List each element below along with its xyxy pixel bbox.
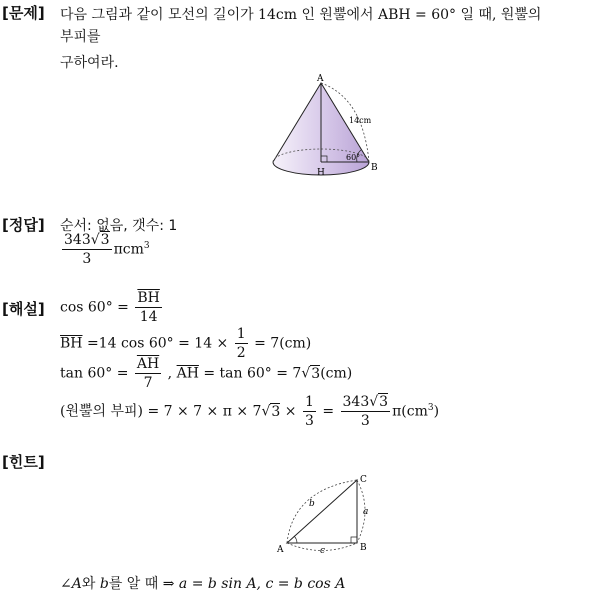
sol4-n2: 343 bbox=[342, 394, 370, 410]
answer-text: 순서: 없음, 갯수: 1 bbox=[60, 218, 178, 234]
sol4-d1: 3 bbox=[304, 413, 314, 430]
hint-mid1: 와 bbox=[81, 576, 100, 592]
hint-b: b bbox=[99, 576, 109, 592]
solution-line4: (원뿔의 부피) = 7 × 7 × π × 7√3 × $\frac{1}{3}$ = $\frac{343√3}{3}$ $\pi(cm^3)$ bbox=[60, 394, 440, 430]
sol4-n2-radicand: 3 bbox=[379, 394, 389, 410]
label-B: B bbox=[371, 163, 378, 173]
solution-line1 bbox=[60, 290, 164, 325]
label-H: H bbox=[317, 168, 325, 178]
sol3-den: 7 bbox=[143, 375, 153, 392]
cone-figure bbox=[265, 70, 385, 182]
problem-text-line1: 다음 그림과 같이 모선의 길이가 14cm 인 원뿔에서 ABH = 60° 일 때, 원뿔의 bbox=[60, 7, 542, 23]
hint-tag: [힌트] bbox=[2, 453, 45, 471]
answer-fraction: $\frac{343√3}{3}$ bbox=[64, 232, 110, 268]
problem-text-line2: 부피를 bbox=[60, 29, 101, 45]
tri-label-A: A bbox=[277, 545, 284, 555]
hint-mid2: 를 알 때 ⇒ bbox=[108, 576, 179, 592]
sol3-c: (cm) bbox=[320, 365, 353, 382]
sol3-radicand: 3 bbox=[311, 365, 321, 382]
tri-label-c: c bbox=[320, 546, 326, 555]
hint-formula bbox=[60, 573, 345, 593]
sol2-b: = 7(cm) bbox=[254, 335, 312, 352]
triangle-right-angle bbox=[351, 537, 357, 543]
solution-line3: tan 60° = $\frac{\overline{AH}}{7}$ , $\overline{AH} = \tan 60^\circ = 7√3(cm)$ bbox=[60, 356, 353, 392]
tri-label-a: a bbox=[363, 507, 369, 517]
sol4-n1: 1 bbox=[303, 394, 316, 412]
sol4-d2: 3 bbox=[360, 413, 370, 430]
label-A: A bbox=[317, 74, 324, 84]
sol4-end: ) bbox=[433, 403, 440, 420]
label-angle: 60° bbox=[346, 153, 361, 162]
answer-expression bbox=[60, 232, 150, 267]
problem-tag: [문제] bbox=[2, 4, 45, 22]
sol4-fraction1 bbox=[303, 394, 316, 429]
sol1-fraction bbox=[135, 290, 162, 325]
answer-radicand: 3 bbox=[100, 232, 110, 248]
answer-num: 343 bbox=[64, 232, 91, 248]
answer-den: 3 bbox=[82, 251, 92, 268]
answer-unit: cm bbox=[122, 241, 144, 258]
answer-pi: π bbox=[113, 241, 123, 258]
tri-label-B: B bbox=[360, 543, 367, 553]
problem-text-line3: 구하여라. bbox=[60, 55, 119, 71]
sol3-b: = tan 60° = 7 bbox=[198, 365, 302, 382]
sol4-b: × bbox=[280, 403, 297, 420]
sol4-eq: = bbox=[322, 403, 335, 420]
label-slant-length: 14cm bbox=[349, 116, 372, 125]
triangle-shape bbox=[287, 480, 357, 543]
sol4-exp: 3 bbox=[427, 402, 434, 413]
sol3-fraction bbox=[135, 356, 161, 391]
tri-label-C: C bbox=[360, 475, 367, 485]
solution-tag: [해설] bbox=[2, 300, 45, 318]
sol4-a: (원뿔의 부피) = 7 × 7 × π × 7 bbox=[60, 403, 262, 420]
sol3-comma: , bbox=[167, 365, 173, 382]
sol2-a: =14 cos 60° = 14 × bbox=[82, 335, 229, 352]
tri-label-b: b bbox=[309, 499, 315, 509]
sol4-fraction2: $\frac{343√3}{3}$ bbox=[342, 394, 389, 430]
hint-rest: a = b sin A, c = b cos A bbox=[178, 576, 346, 592]
hint-A: A bbox=[71, 576, 82, 592]
sol4-radicand: 3 bbox=[271, 403, 281, 420]
sol1-num: $\overline{BH}$ bbox=[135, 290, 162, 308]
sol2-num: 1 bbox=[235, 326, 248, 344]
sol1-den: 14 bbox=[139, 309, 158, 326]
sol2-den: 2 bbox=[236, 345, 246, 362]
sol3-lhs: tan 60° = bbox=[60, 365, 129, 382]
triangle-angle-arc bbox=[294, 536, 297, 543]
sol4-c: π(cm bbox=[392, 403, 428, 420]
triangle-figure bbox=[275, 470, 380, 555]
sol1-lhs: cos 60° = bbox=[60, 299, 129, 316]
hint-angle-symbol: ∠ bbox=[60, 576, 72, 592]
answer-exp: 3 bbox=[143, 240, 150, 251]
sol3-num: $\overline{AH}$ bbox=[135, 356, 161, 374]
sol2-seg: $\overline{BH}$ bbox=[60, 335, 83, 352]
answer-tag: [정답] bbox=[2, 216, 45, 234]
sol3-seg: $\overline{AH}$ bbox=[176, 365, 199, 382]
